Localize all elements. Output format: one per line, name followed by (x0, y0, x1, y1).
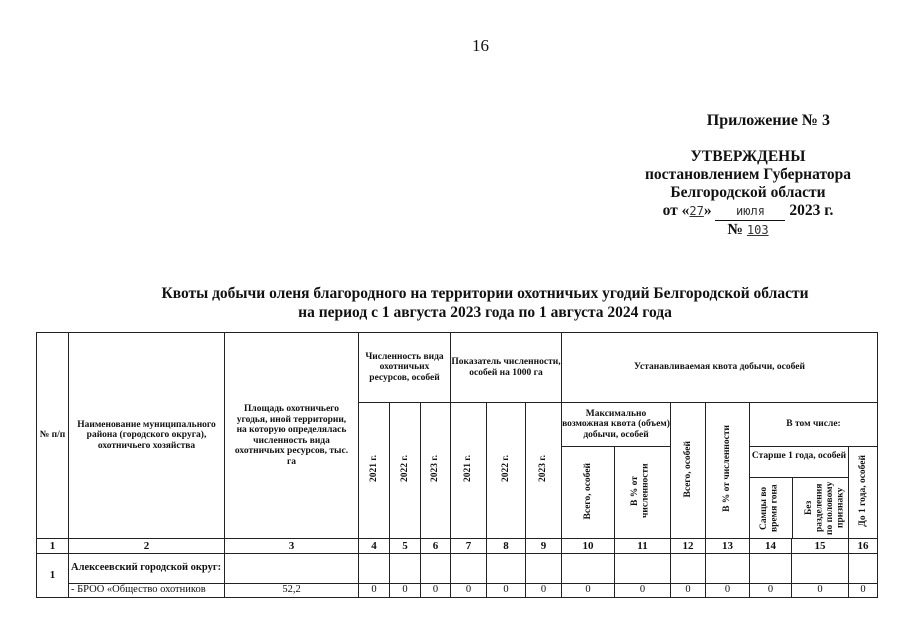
quota-table (36, 332, 878, 598)
column-number: 6 (421, 539, 451, 554)
header-males-rut: Самцы во время гона (759, 484, 780, 532)
header-den-2022: 2022 г. (500, 455, 511, 483)
header-pop-2021: 2021 г. (368, 455, 379, 483)
row-name: - БРОО «Общество охотников (69, 584, 225, 598)
date-prefix: от « (662, 202, 690, 219)
header-max-quota: Максимально возможная квота (объем) добычи, особей (562, 403, 671, 447)
approval-block (618, 148, 878, 239)
row-value (487, 554, 526, 584)
header-pop-2022: 2022 г. (399, 455, 410, 483)
appendix-label: Приложение № 3 (706, 112, 830, 129)
header-older-group (750, 447, 849, 539)
column-number: 8 (487, 539, 526, 554)
date-year: 2023 г. (789, 202, 834, 219)
column-number: 3 (225, 539, 359, 554)
column-number: 7 (451, 539, 487, 554)
header-num: № п/п (37, 333, 69, 539)
row-name: Алексеевский городской округ: (69, 554, 225, 584)
column-number: 1 (37, 539, 69, 554)
column-number: 13 (706, 539, 750, 554)
approval-line-1: постановлением Губернатора (645, 166, 851, 183)
header-no-sex: Без разделения по половому признаку (803, 481, 845, 535)
page-number: 16 (472, 36, 489, 55)
row-value (792, 554, 849, 584)
row-value: 0 (526, 584, 562, 598)
column-number-row (37, 539, 878, 554)
header-den-2023: 2023 г. (538, 455, 549, 483)
row-value: 0 (487, 584, 526, 598)
document-title (150, 284, 820, 322)
column-number: 14 (750, 539, 792, 554)
column-number: 16 (849, 539, 878, 554)
column-number: 11 (615, 539, 671, 554)
date-day: 27 (689, 204, 704, 218)
row-value: 0 (792, 584, 849, 598)
row-value: 0 (359, 584, 390, 598)
row-value: 0 (562, 584, 615, 598)
row-value: 0 (750, 584, 792, 598)
header-max-pct: В % от численности (629, 463, 650, 519)
header-total: Всего, особей (682, 440, 693, 497)
header-name: Наименование муниципального района (городского округа), охотничьего хозяйства (69, 333, 225, 539)
date-mid: » (703, 202, 712, 219)
row-value: 0 (451, 584, 487, 598)
header-area: Площадь охотничьего угодья, иной территории, на которую определялась численность вида охотничьих ресурсов, тыс. га (225, 333, 359, 539)
approval-line-2: Белгородской области (670, 184, 826, 201)
table-row (37, 554, 878, 584)
number-prefix: № (727, 221, 743, 238)
row-value (615, 554, 671, 584)
title-line-1: Квоты добычи оленя благородного на территории охотничьих угодий Белгородской области (161, 285, 809, 302)
header-den-2021: 2021 г. (463, 455, 474, 483)
row-value (526, 554, 562, 584)
row-value: 0 (615, 584, 671, 598)
header-pop-2023: 2023 г. (430, 455, 441, 483)
row-area (225, 554, 359, 584)
approval-date (618, 202, 878, 221)
approval-title: УТВЕРЖДЕНЫ (690, 148, 806, 165)
row-value (390, 554, 421, 584)
header-density: Показатель численности, особей на 1000 га (451, 333, 562, 403)
row-value: 0 (671, 584, 706, 598)
header-quota: Устанавливаемая квота добычи, особей (562, 333, 878, 403)
row-value (451, 554, 487, 584)
header-including: В том числе: (750, 403, 878, 447)
column-number: 10 (562, 539, 615, 554)
header-pct: В % от численности (722, 425, 733, 513)
row-value (421, 554, 451, 584)
header-older: Старше 1 года, особей (751, 451, 847, 461)
row-value: 0 (706, 584, 750, 598)
header-under1: До 1 года, особей (857, 454, 868, 527)
column-number: 2 (69, 539, 225, 554)
row-value: 0 (390, 584, 421, 598)
title-line-2: на период с 1 августа 2023 года по 1 августа 2024 года (298, 304, 672, 321)
column-number: 12 (671, 539, 706, 554)
row-value (750, 554, 792, 584)
row-value (359, 554, 390, 584)
header-population: Численность вида охотничьих ресурсов, особей (359, 333, 451, 403)
number-value: 103 (746, 223, 769, 237)
column-number: 9 (526, 539, 562, 554)
column-number: 4 (359, 539, 390, 554)
row-area: 52,2 (225, 584, 359, 598)
column-number: 15 (792, 539, 849, 554)
table-row (37, 584, 878, 598)
approval-number (618, 221, 878, 239)
row-value (849, 554, 878, 584)
column-number: 5 (390, 539, 421, 554)
row-num: 1 (37, 554, 69, 598)
row-value (671, 554, 706, 584)
header-max-total: Всего, особей (582, 462, 593, 519)
date-month: июля (736, 204, 765, 218)
row-value (562, 554, 615, 584)
row-value: 0 (849, 584, 878, 598)
row-value (706, 554, 750, 584)
row-value: 0 (421, 584, 451, 598)
